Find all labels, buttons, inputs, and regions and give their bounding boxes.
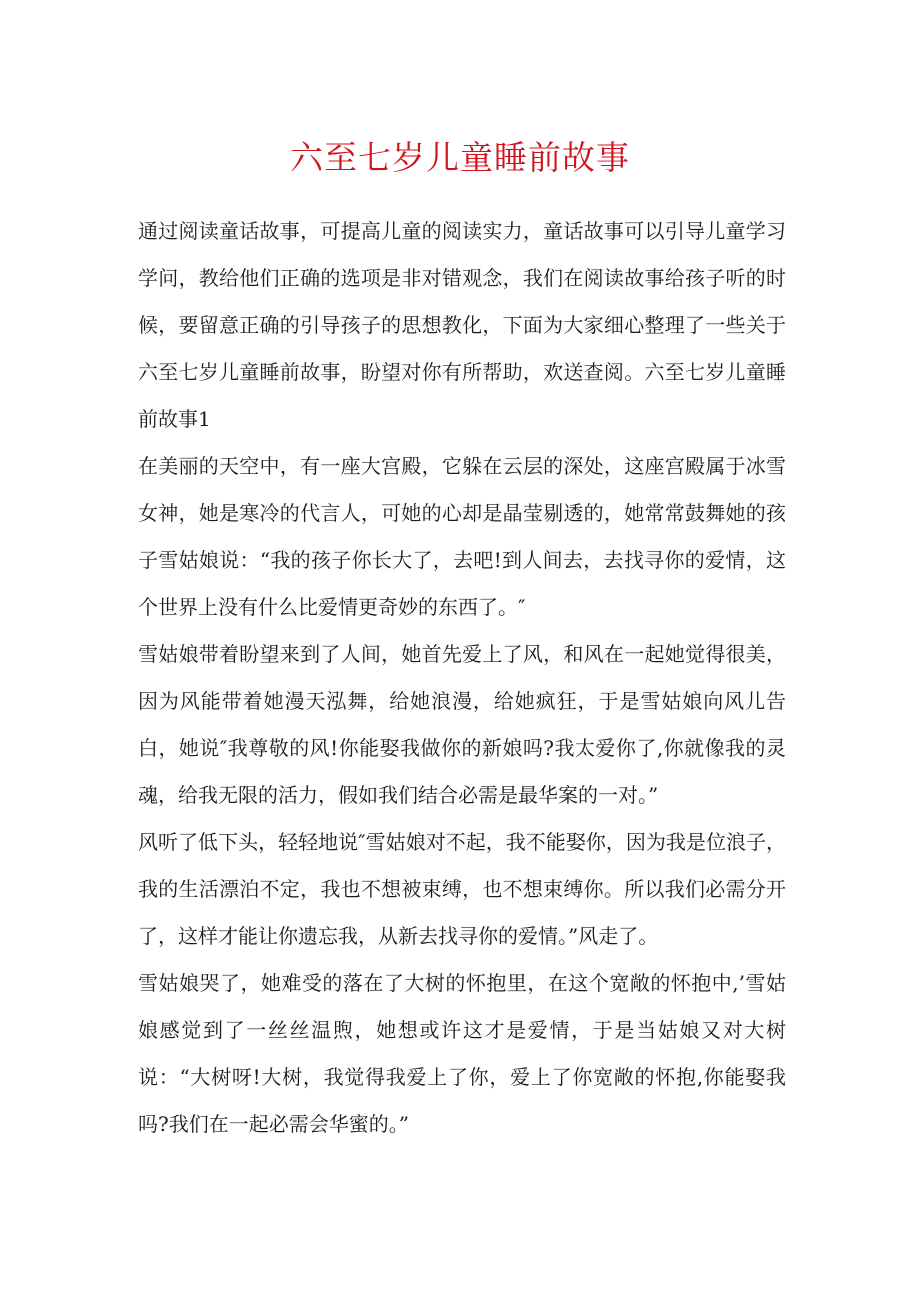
paragraph-wind-confession: 雪姑娘带着盼望来到了人间，她首先爱上了风，和风在一起她觉得很美，因为风能带着她漫天泓舞，给她浪漫，给她疯狂，于是雪姑娘向风儿告白，她说″我尊敬的风!你能娶我做你的新娘吗?我太爱你了,你就像我的灵魂，给我无限的活力，假如我们结合必需是最华案的一对。” [138, 642, 786, 807]
document-body [138, 208, 786, 1148]
paragraph-tree: 雪姑娘哭了，她难受的落在了大树的怀抱里，在这个宽敞的怀抱中,’雪姑娘感觉到了一丝丝温煦，她想或许这才是爱情，于是当姑娘又对大树说：“大树呀!大树，我觉得我爱上了你，爱上了你宽敞的怀抱,你能娶我吗?我们在一起必需会华蜜的。” [138, 971, 786, 1136]
paragraph-intro: 通过阅读童话故事，可提高儿童的阅读实力，童话故事可以引导儿童学习学问，教给他们正确的选项是非对错观念，我们在阅读故事给孩子听的时候，要留意正确的引导孩子的思想教化，下面为大家细心整理了一些关于六至七岁儿童睡前故事，盼望对你有所帮助，欢送查阅。六至七岁儿童睡前故事1 [138, 219, 786, 431]
document-title: 六至七岁儿童睡前故事 [290, 138, 630, 177]
paragraph-wind-refusal: 风听了低下头，轻轻地说″雪姑娘对不起，我不能娶你，因为我是位浪子，我的生活漂泊不定，我也不想被束缚，也不想束缚你。所以我们必需分开了，这样才能让你遗忘我，从新去找寻你的爱情。”风走了。 [138, 830, 786, 948]
paragraph-ice-palace: 在美丽的天空中，有一座大宫殿，它躲在云层的深处，这座宫殿属于冰雪女神，她是寒冷的代言人，可她的心却是晶莹剔透的，她常常鼓舞她的孩子雪姑娘说：“我的孩子你长大了，去吧!到人间去，去找寻你的爱情，这个世界上没有什么比爱情更奇妙的东西了。″ [138, 454, 786, 619]
